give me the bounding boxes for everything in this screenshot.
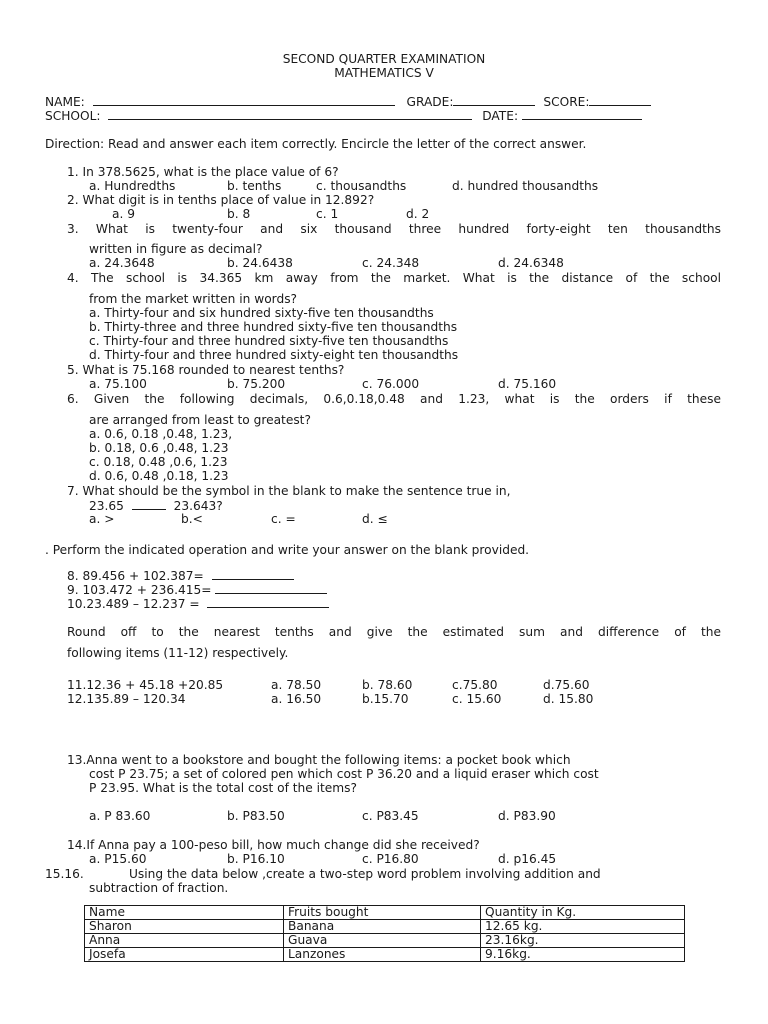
question-1: 1. In 378.5625, what is the place value of 6?: [67, 165, 339, 179]
school-label: SCHOOL:: [45, 109, 101, 123]
q2-option-c[interactable]: c. 1: [316, 207, 339, 221]
question-12-text: 12.135.89 – 120.34: [67, 692, 186, 706]
q5-option-d[interactable]: d. 75.160: [498, 377, 557, 391]
q13-option-d[interactable]: d. P83.90: [498, 809, 556, 823]
table-cell-name: Sharon: [85, 920, 284, 934]
name-label: NAME:: [45, 95, 85, 109]
q7-answer-blank[interactable]: [132, 498, 166, 510]
q7-option-b[interactable]: b.<: [181, 512, 203, 526]
q3-option-c[interactable]: c. 24.348: [362, 256, 420, 270]
table-row: [85, 920, 685, 934]
q13-option-b[interactable]: b. P83.50: [227, 809, 285, 823]
q2-option-b[interactable]: b. 8: [227, 207, 251, 221]
table-header-fruits: Fruits bought: [284, 906, 481, 920]
table-cell-fruit: Banana: [284, 920, 481, 934]
table-header-row: [85, 906, 685, 920]
table-row: [85, 934, 685, 948]
question-5: 5. What is 75.168 rounded to nearest tenths?: [67, 363, 345, 377]
question-13-line-2: cost P 23.75; a set of colored pen which cost P 36.20 and a liquid eraser which cost: [89, 767, 599, 781]
direction-text: Direction: Read and answer each item correctly. Encircle the letter of the correct answer.: [45, 137, 587, 151]
school-field[interactable]: [108, 108, 472, 120]
q1-option-d[interactable]: d. hundred thousandths: [452, 179, 599, 193]
q6-option-a[interactable]: a. 0.6, 0.18 ,0.48, 1.23,: [89, 427, 233, 441]
grade-label: GRADE:: [406, 95, 454, 109]
table-cell-quantity: 12.65 kg.: [481, 920, 685, 934]
q12-option-c[interactable]: c. 15.60: [452, 692, 502, 706]
question-14: 14.If Anna pay a 100-peso bill, how much change did she received?: [67, 838, 480, 852]
score-label: SCORE:: [543, 95, 590, 109]
q7-option-d[interactable]: d. ≤: [362, 512, 388, 526]
date-field[interactable]: [522, 108, 642, 120]
name-line: [45, 94, 651, 109]
q7-right-number: 23.643?: [173, 499, 223, 513]
question-10-text: 10.23.489 – 12.237 =: [67, 597, 200, 611]
q8-answer-blank[interactable]: [212, 568, 294, 580]
question-8: [67, 568, 294, 583]
q14-option-c[interactable]: c. P16.80: [362, 852, 419, 866]
q3-option-b[interactable]: b. 24.6438: [227, 256, 293, 270]
score-field[interactable]: [589, 94, 651, 106]
q5-option-b[interactable]: b. 75.200: [227, 377, 286, 391]
q14-option-a[interactable]: a. P15.60: [89, 852, 147, 866]
q9-answer-blank[interactable]: [215, 582, 327, 594]
q4-option-b[interactable]: b. Thirty-three and three hundred sixty-five ten thousandths: [89, 320, 458, 334]
question-2: 2. What digit is in tenths place of value in 12.892?: [67, 193, 375, 207]
q11-option-b[interactable]: b. 78.60: [362, 678, 413, 692]
q11-option-c[interactable]: c.75.80: [452, 678, 498, 692]
q1-option-b[interactable]: b. tenths: [227, 179, 282, 193]
q14-option-d[interactable]: d. p16.45: [498, 852, 557, 866]
table-cell-name: Josefa: [85, 948, 284, 962]
question-15-16-number: 15.16.: [45, 867, 84, 881]
q6-option-d[interactable]: d. 0.6, 0.48 ,0.18, 1.23: [89, 469, 229, 483]
question-3-line-2: written in figure as decimal?: [89, 242, 263, 256]
q11-option-a[interactable]: a. 78.50: [271, 678, 322, 692]
q7-left-number: 23.65: [89, 499, 124, 513]
grade-field[interactable]: [453, 94, 535, 106]
q12-option-d[interactable]: d. 15.80: [543, 692, 594, 706]
q3-option-d[interactable]: d. 24.6348: [498, 256, 564, 270]
question-15-16-line-1: Using the data below ,create a two-step word problem involving addition and: [129, 867, 601, 881]
q4-option-a[interactable]: a. Thirty-four and six hundred sixty-five ten thousandths: [89, 306, 434, 320]
q13-option-a[interactable]: a. P 83.60: [89, 809, 151, 823]
table-cell-quantity: 23.16kg.: [481, 934, 685, 948]
round-instruction-line-1: Round off to the nearest tenths and give the estimated sum and difference of the: [67, 625, 721, 639]
table-header-name: Name: [85, 906, 284, 920]
q12-option-a[interactable]: a. 16.50: [271, 692, 322, 706]
question-6-line-2: are arranged from least to greatest?: [89, 413, 311, 427]
question-13-line-1: 13.Anna went to a bookstore and bought the following items: a pocket book which: [67, 753, 571, 767]
name-field[interactable]: [93, 94, 395, 106]
question-11-text: 11.12.36 + 45.18 +20.85: [67, 678, 224, 692]
q1-option-a[interactable]: a. Hundredths: [89, 179, 176, 193]
q7-option-a[interactable]: a. >: [89, 512, 115, 526]
q5-option-c[interactable]: c. 76.000: [362, 377, 420, 391]
question-4-line-2: from the market written in words?: [89, 292, 298, 306]
q6-option-c[interactable]: c. 0.18, 0.48 ,0.6, 1.23: [89, 455, 228, 469]
question-15-16-line-2: subtraction of fraction.: [89, 881, 229, 895]
table-row: [85, 948, 685, 962]
q11-option-d[interactable]: d.75.60: [543, 678, 590, 692]
date-label: DATE:: [482, 109, 519, 123]
q2-option-a[interactable]: a. 9: [112, 207, 135, 221]
q4-option-d[interactable]: d. Thirty-four and three hundred sixty-eight ten thousandths: [89, 348, 459, 362]
q4-option-c[interactable]: c. Thirty-four and three hundred sixty-five ten thousandths: [89, 334, 449, 348]
q2-option-d[interactable]: d. 2: [406, 207, 430, 221]
fruits-table: [84, 905, 685, 962]
table-header-quantity: Quantity in Kg.: [481, 906, 685, 920]
question-13-line-3: P 23.95. What is the total cost of the items?: [89, 781, 357, 795]
round-instruction-line-2: following items (11-12) respectively.: [67, 646, 289, 660]
question-9-text: 9. 103.472 + 236.415=: [67, 583, 212, 597]
question-7-sentence: [89, 498, 223, 513]
table-cell-name: Anna: [85, 934, 284, 948]
question-10: [67, 596, 329, 611]
q6-option-b[interactable]: b. 0.18, 0.6 ,0.48, 1.23: [89, 441, 229, 455]
school-line: [45, 108, 642, 123]
question-8-text: 8. 89.456 + 102.387=: [67, 569, 204, 583]
q13-option-c[interactable]: c. P83.45: [362, 809, 419, 823]
q3-option-a[interactable]: a. 24.3648: [89, 256, 155, 270]
q10-answer-blank[interactable]: [207, 596, 329, 608]
q7-option-c[interactable]: c. =: [271, 512, 296, 526]
q1-option-c[interactable]: c. thousandths: [316, 179, 407, 193]
section-2-instruction: . Perform the indicated operation and write your answer on the blank provided.: [45, 543, 530, 557]
exam-subject: MATHEMATICS V: [334, 66, 434, 80]
question-7: 7. What should be the symbol in the blank to make the sentence true in,: [67, 484, 511, 498]
question-3-line-1: 3. What is twenty-four and six thousand three hundred forty-eight ten thousandths: [67, 222, 721, 236]
question-9: [67, 582, 327, 597]
q5-option-a[interactable]: a. 75.100: [89, 377, 147, 391]
q14-option-b[interactable]: b. P16.10: [227, 852, 285, 866]
q12-option-b[interactable]: b.15.70: [362, 692, 409, 706]
table-cell-quantity: 9.16kg.: [481, 948, 685, 962]
table-cell-fruit: Lanzones: [284, 948, 481, 962]
question-4-line-1: 4. The school is 34.365 km away from the market. What is the distance of the school: [67, 271, 721, 285]
exam-title: SECOND QUARTER EXAMINATION: [282, 52, 486, 66]
table-cell-fruit: Guava: [284, 934, 481, 948]
question-6-line-1: 6. Given the following decimals, 0.6,0.18,0.48 and 1.23, what is the orders if these: [67, 392, 721, 406]
